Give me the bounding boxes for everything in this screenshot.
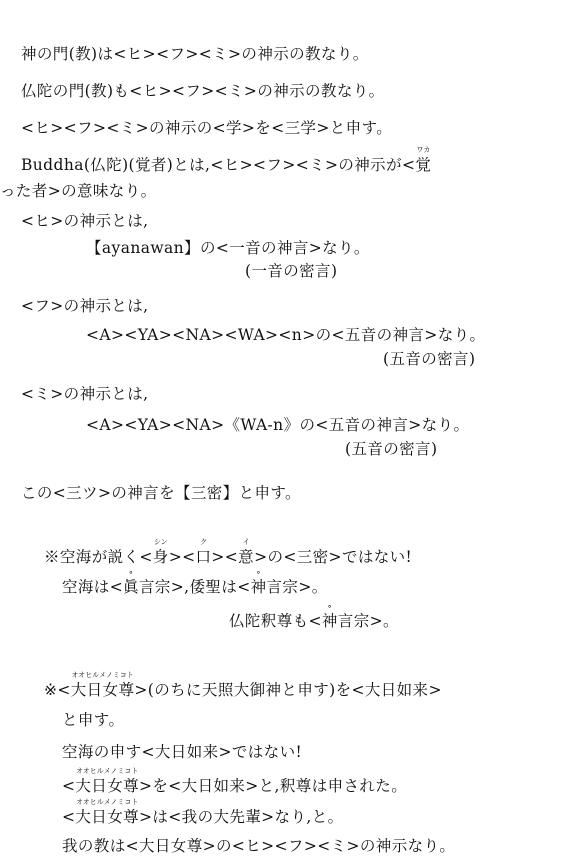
line-15: この<三ツ>の神言を【三密】と申す。: [21, 484, 301, 502]
line-12: <ミ>の神示とは,: [21, 385, 149, 403]
line-16-text-a: ※空海が説く<: [44, 548, 153, 566]
ruby-base-satoru: 覚: [415, 156, 432, 174]
line-17: [62, 570, 328, 597]
line-20: と申す。: [62, 711, 125, 729]
ruby-reading-oohirume: オオヒルメノミコト: [71, 671, 134, 679]
ruby-reading-oohirume: オオヒルメノミコト: [76, 798, 139, 806]
emph-base-kami-1: 神: [250, 578, 267, 596]
emph-base-shin-1: 眞: [123, 578, 139, 596]
ruby-oohirume-2: [75, 767, 139, 796]
line-22: [62, 767, 408, 796]
ruby-reading-oohirume: オオヒルメノミコト: [76, 767, 139, 775]
line-17-text-c: 言宗>,倭聖は<: [139, 578, 251, 596]
line-8: (一音の密言): [245, 262, 338, 280]
emph-kami-1: [250, 570, 267, 597]
line-21: 空海の申す<大日如来>ではない!: [62, 743, 303, 761]
emphasis-dot: °: [128, 570, 134, 579]
line-16-text-g: >の<三密>ではない!: [254, 548, 413, 566]
emph-base-kami-2: 神: [321, 612, 338, 630]
emph-shin-1: [123, 570, 139, 597]
ruby-i: [238, 538, 255, 567]
line-23-text-c: >は<我の大先輩>なり,と。: [139, 808, 344, 826]
ruby-base-oohirume-3: 大日女尊: [75, 808, 139, 826]
line-17-text-e: 言宗>。: [266, 578, 328, 596]
line-6: <ヒ>の神示とは,: [21, 212, 149, 230]
ruby-satoru: [415, 146, 432, 175]
line-14: (五音の密言): [345, 440, 438, 458]
ruby-reading-ku: ク: [199, 538, 207, 546]
ruby-base-mi: 身: [152, 548, 169, 566]
emphasis-dot: °: [256, 570, 261, 579]
line-1: 神の門(教)は<ヒ><フ><ミ>の神示の教なり。: [21, 45, 369, 63]
line-19: [44, 671, 442, 700]
ruby-reading-i: イ: [242, 538, 250, 546]
ruby-reading-shin: シン: [153, 538, 168, 546]
line-16-text-e: ><: [211, 548, 239, 566]
line-23-text-a: <: [62, 808, 76, 826]
line-24: 我の教は<大日女尊>の<ヒ><フ><ミ>の神示なり。: [62, 837, 456, 855]
line-18-text-c: 言宗>。: [337, 612, 399, 630]
emph-kami-2: [321, 604, 338, 631]
line-10: <A><YA><NA><WA><n>の<五音の神言>なり。: [86, 326, 486, 344]
ruby-base-oohirume-2: 大日女尊: [75, 777, 139, 795]
ruby-mi: [152, 538, 169, 567]
line-16: [44, 538, 413, 567]
line-18: [229, 604, 399, 631]
ruby-kuchi: [195, 538, 212, 567]
ruby-base-i: 意: [238, 548, 255, 566]
line-22-text-c: >を<大日如来>と,釈尊は申された。: [139, 777, 408, 795]
line-19-text-c: >(のちに天照大御神と申す)を<大日如来>: [134, 681, 442, 699]
line-2: 仏陀の門(教)も<ヒ><フ><ミ>の神示の教なり。: [21, 82, 385, 100]
line-22-text-a: <: [62, 777, 76, 795]
line-4-text: Buddha(仏陀)(覚者)とは,<ヒ><フ><ミ>の神示が<: [21, 156, 416, 174]
line-4: [21, 146, 432, 175]
line-18-text-a: 仏陀釈尊も<: [229, 612, 322, 630]
line-7: 【ayanawan】の<一音の神言>なり。: [86, 239, 370, 257]
line-13: <A><YA><NA>《WA-n》の<五音の神言>なり。: [86, 416, 470, 434]
line-5: った者>の意味なり。: [0, 182, 157, 200]
line-16-text-c: ><: [168, 548, 196, 566]
ruby-base-oohirume-1: 大日女尊: [70, 681, 135, 699]
line-23: [62, 798, 344, 827]
line-3: <ヒ><フ><ミ>の神示の<学>を<三学>と申す。: [21, 119, 393, 137]
line-9: <フ>の神示とは,: [21, 297, 149, 315]
line-17-text-a: 空海は<: [62, 578, 124, 596]
line-11: (五音の密言): [383, 350, 476, 368]
emphasis-dot: °: [327, 604, 333, 613]
ruby-base-kuchi: 口: [195, 548, 212, 566]
ruby-oohirume-1: [70, 671, 135, 700]
ruby-reading-waka: ワカ: [416, 146, 431, 154]
line-19-text-a: ※<: [44, 681, 71, 699]
ruby-oohirume-3: [75, 798, 139, 827]
